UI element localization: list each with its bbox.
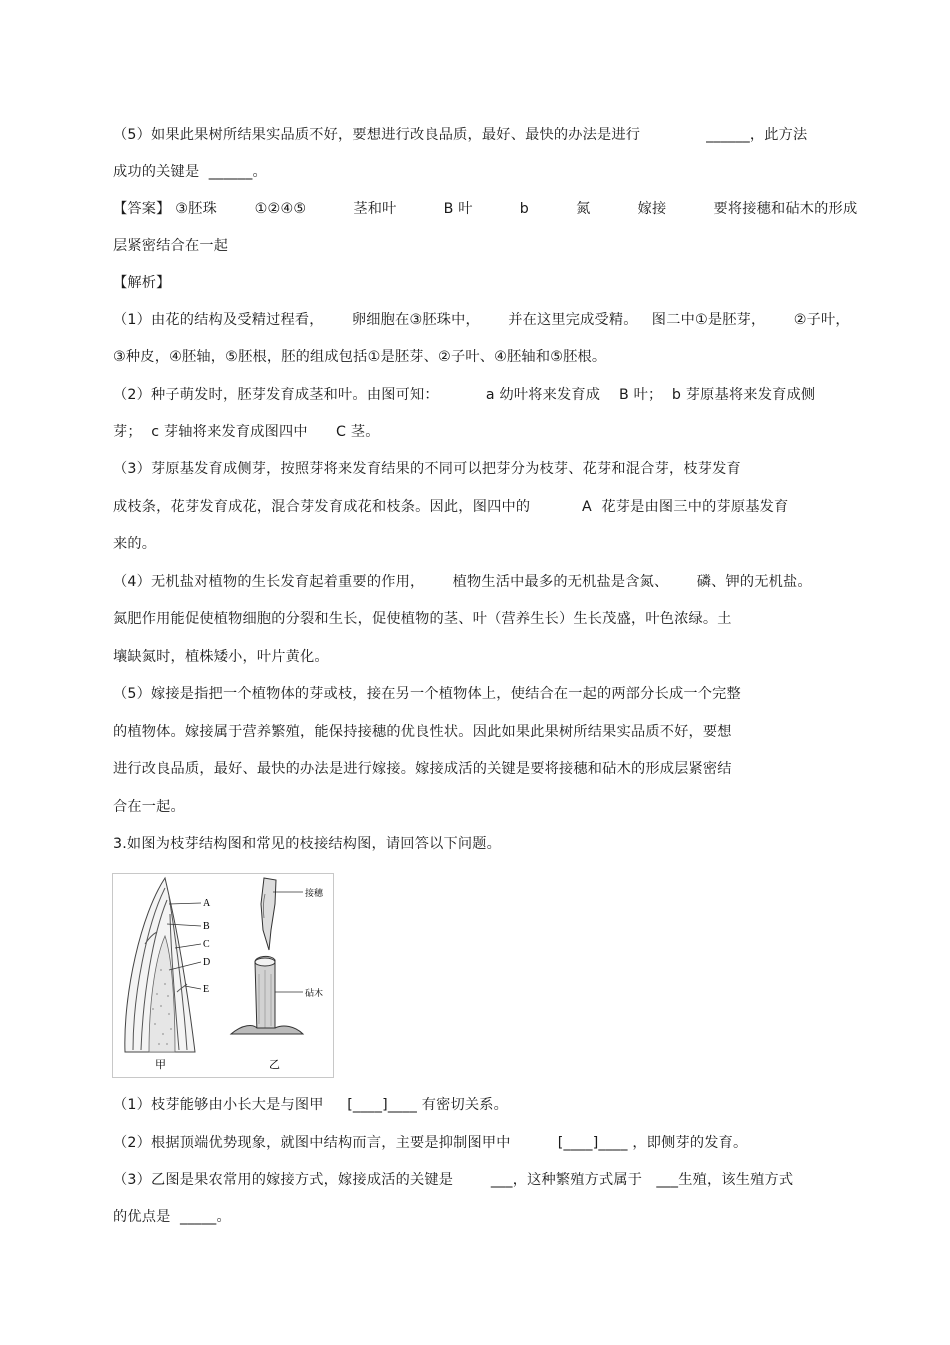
text-line: 壤缺氮时，植株矮小，叶片黄化。	[113, 649, 329, 665]
text-line: 的优点是 _____。	[113, 1209, 231, 1225]
label-d: D	[203, 957, 211, 968]
text-line: 来的。	[113, 536, 157, 552]
text-line: （3）芽原基发育成侧芽，按照芽将来发育结果的不同可以把芽分为枝芽、花芽和混合芽，枝芽发育	[113, 461, 741, 477]
label-c: C	[203, 939, 210, 950]
text-line: 芽； c 芽轴将来发育成图四中 C 茎。	[113, 424, 380, 440]
text-line: （2）根据顶端优势现象，就图中结构而言，主要是抑制图甲中 [____]____ ，即侧芽的发育。	[113, 1135, 748, 1151]
figure-drawing	[113, 874, 333, 1077]
text-line: 成枝条，花芽发育成花，混合芽发育成花和枝条。因此，图四中的 A 花芽是由图三中的芽原基发育	[113, 499, 789, 515]
text-line: （5）如果此果树所结果实品质不好，要想进行改良品质，最好、最快的办法是进行 ______，此方法	[113, 127, 808, 143]
text-line: 进行改良品质，最好、最快的办法是进行嫁接。嫁接成活的关键是要将接穗和砧木的形成层紧密结	[113, 761, 732, 777]
text-line: 氮肥作用能促使植物细胞的分裂和生长，促使植物的茎、叶（营养生长）生长茂盛，叶色浓绿。土	[113, 611, 732, 627]
text-line: 层紧密结合在一起	[113, 238, 229, 254]
caption-yi: 乙	[269, 1058, 280, 1071]
text-line: ③种皮，④胚轴，⑤胚根，胚的组成包括①是胚芽、②子叶、④胚轴和⑤胚根。	[113, 349, 607, 365]
text-line: 【解析】	[113, 275, 171, 291]
grafting-diagram	[231, 878, 303, 1034]
text-line: （1）由花的结构及受精过程看， 卵细胞在③胚珠中， 并在这里完成受精。 图二中①是胚芽， ②子叶，	[113, 312, 850, 328]
text-line: （3）乙图是果农常用的嫁接方式，嫁接成活的关键是 ___，这种繁殖方式属于 ___生殖，该生殖方式	[113, 1172, 794, 1188]
text-line: 3.如图为枝芽结构图和常见的枝接结构图，请回答以下问题。	[113, 836, 502, 852]
label-e: E	[203, 984, 210, 995]
text-line: （5）嫁接是指把一个植物体的芽或枝，接在另一个植物体上，使结合在一起的两部分长成一个完整	[113, 686, 741, 702]
label-rootstock: 砧木	[305, 989, 324, 999]
bud-section-diagram	[125, 878, 201, 1052]
label-scion: 接穗	[305, 889, 324, 899]
text-line: 成功的关键是 ______。	[113, 164, 267, 180]
text-line: （1）枝芽能够由小长大是与图甲 [____]____ 有密切关系。	[113, 1097, 509, 1113]
text-line: 的植物体。嫁接属于营养繁殖，能保持接穗的优良性状。因此如果此果树所结果实品质不好，要想	[113, 724, 732, 740]
text-line: （2）种子萌发时，胚芽发育成茎和叶。由图可知： a 幼叶将来发育成 B 叶； b 芽原基将来发育成侧	[113, 387, 816, 403]
text-line: （4）无机盐对植物的生长发育起着重要的作用， 植物生活中最多的无机盐是含氮、 磷、钾的无机盐。	[113, 574, 812, 590]
label-a: A	[203, 898, 211, 909]
figure-bud-and-grafting	[112, 873, 334, 1078]
caption-jia: 甲	[155, 1058, 166, 1071]
label-b: B	[203, 921, 210, 932]
text-line: 【答案】 ③胚珠 ①②④⑤ 茎和叶 B 叶 b 氮 嫁接 要将接穗和砧木的形成	[113, 201, 858, 217]
text-line: 合在一起。	[113, 799, 185, 815]
